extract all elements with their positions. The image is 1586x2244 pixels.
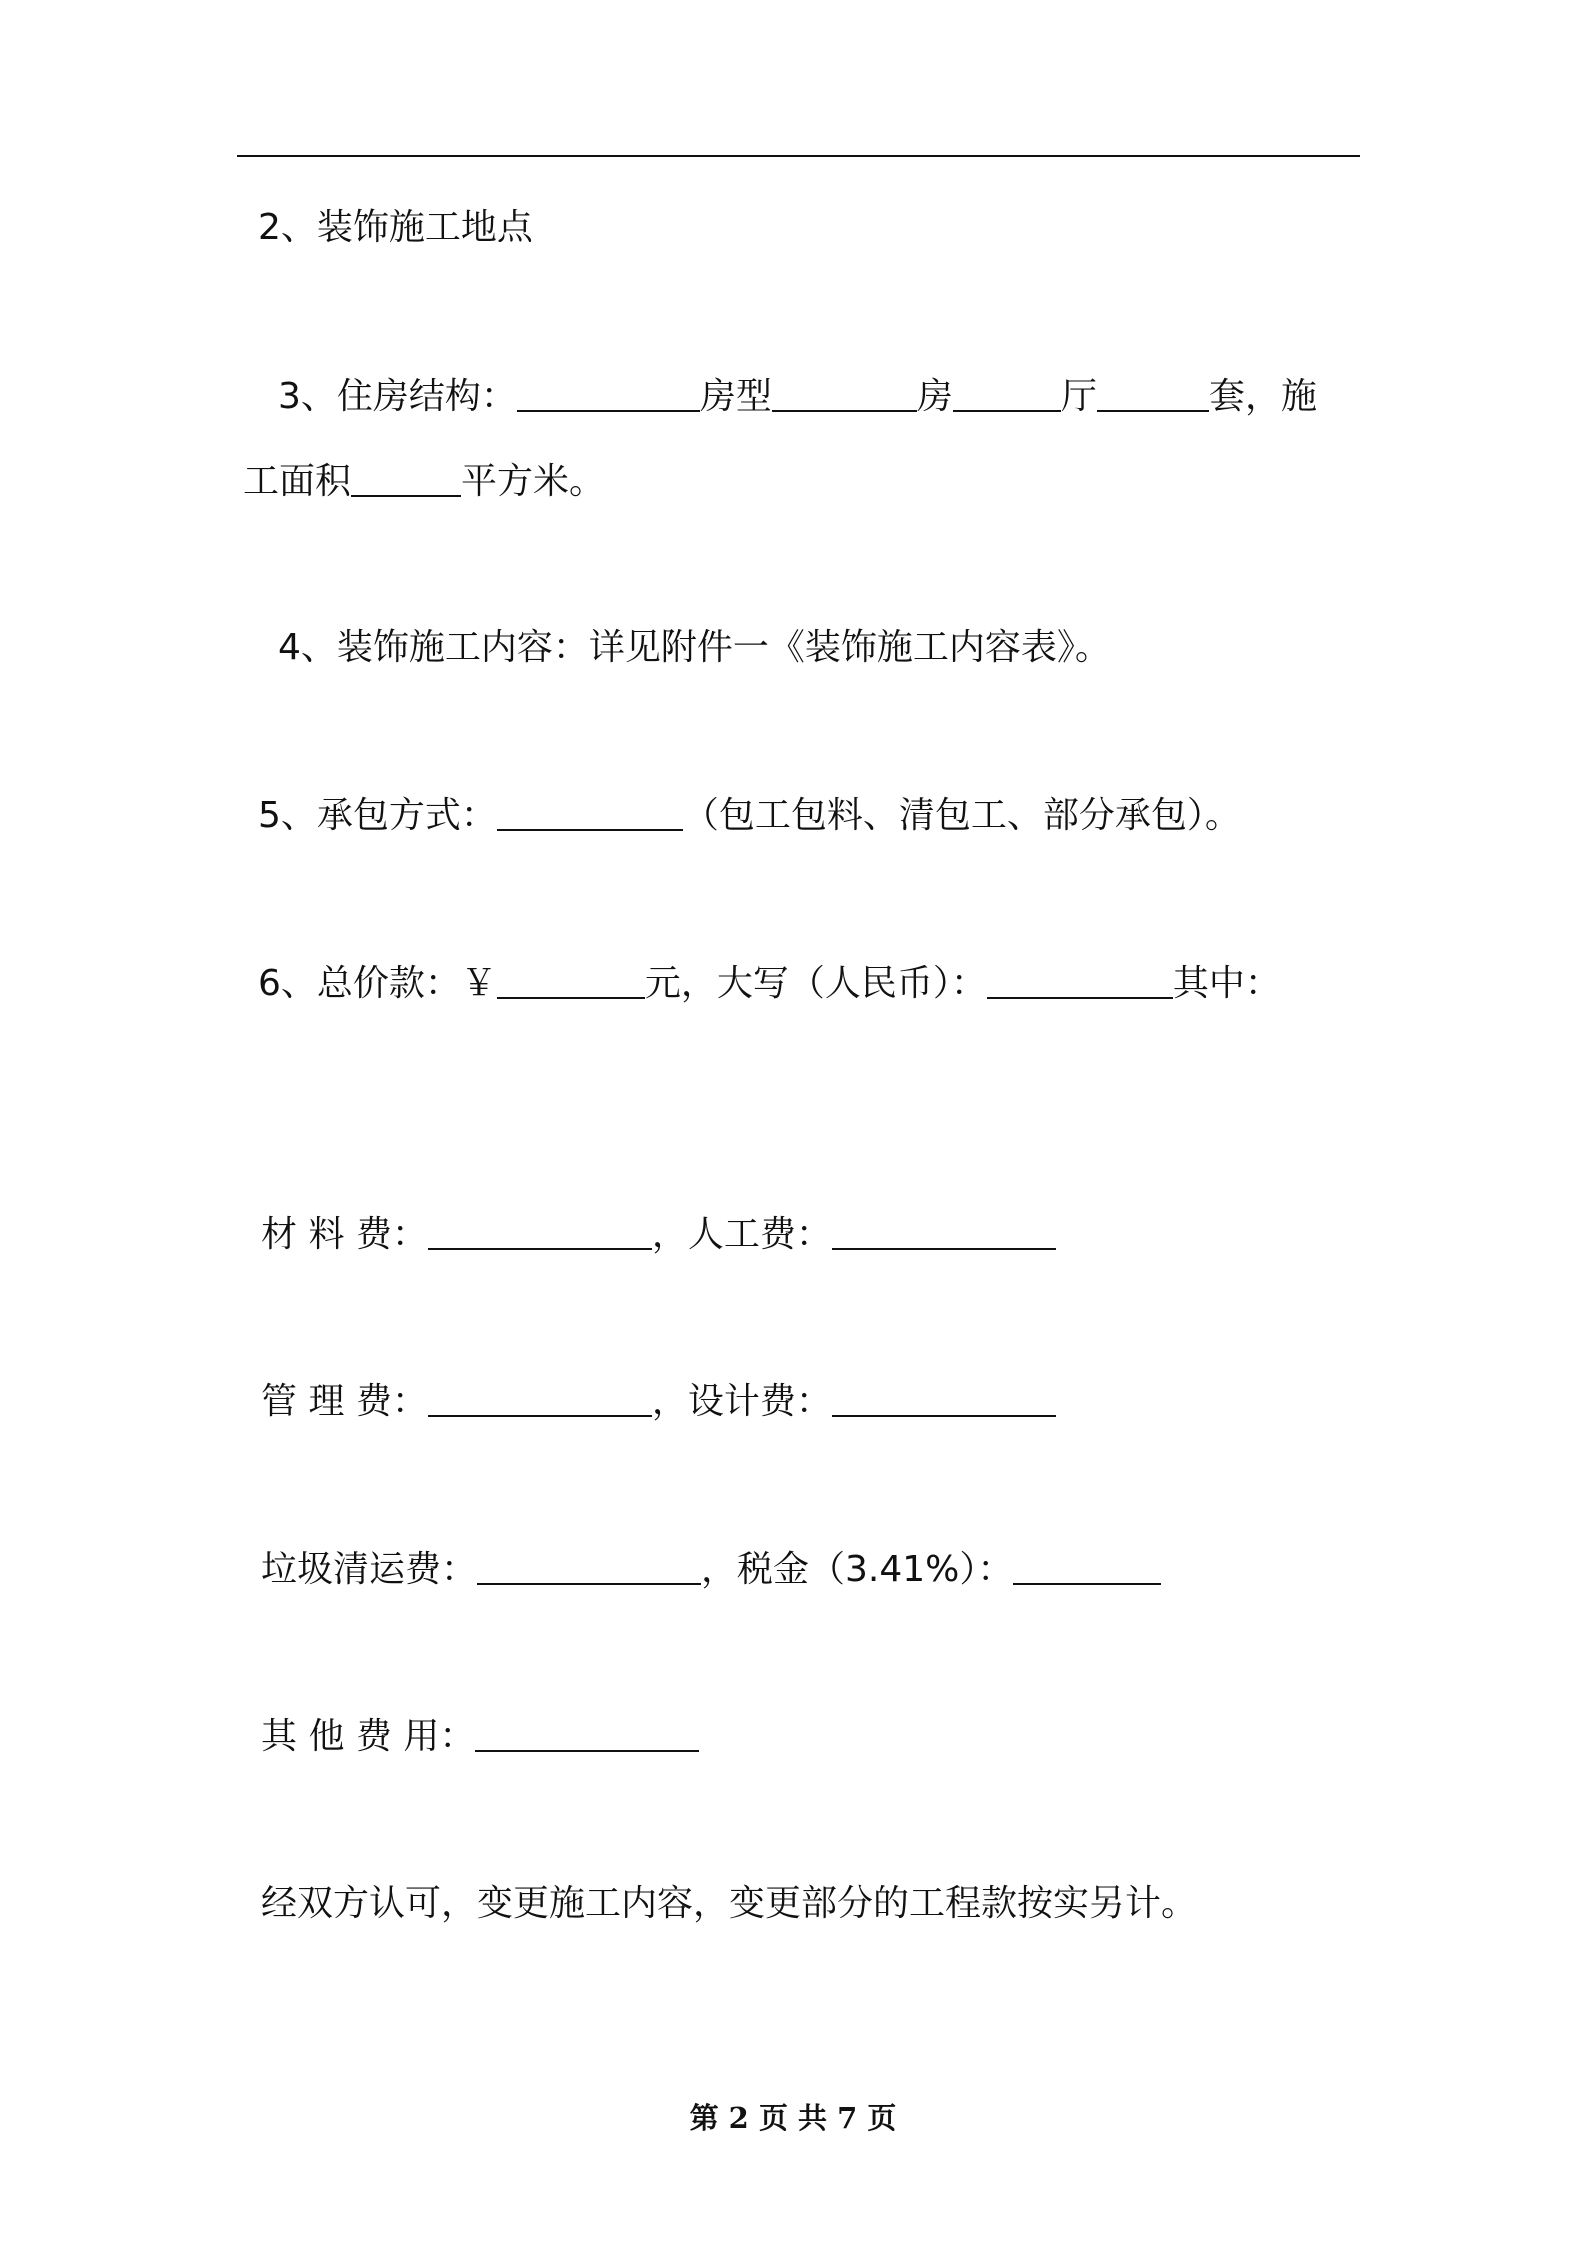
hall-label: 厅 bbox=[1060, 376, 1097, 417]
total-price-blank[interactable] bbox=[497, 961, 645, 999]
closing-text: 经双方认可，变更施工内容，变更部分的工程款按实另计。 bbox=[261, 1883, 1198, 1924]
item-2-construction-location bbox=[258, 206, 533, 250]
management-design-line bbox=[261, 1379, 1056, 1424]
area-blank[interactable] bbox=[351, 459, 461, 497]
other-fee-blank[interactable] bbox=[475, 1714, 699, 1752]
area-unit: 平方米。 bbox=[461, 461, 606, 502]
material-fee-label: 材 料 费： bbox=[261, 1214, 428, 1255]
management-fee-label: 管 理 费： bbox=[261, 1381, 428, 1422]
item-4-text: 4、装饰施工内容：详见附件一《装饰施工内容表》。 bbox=[278, 627, 1111, 668]
page-number-text: 第 2 页 共 7 页 bbox=[689, 2101, 897, 2135]
contract-method-blank[interactable] bbox=[497, 793, 683, 831]
tax-label: ，税金（3.41%）： bbox=[701, 1549, 1014, 1590]
page-number-footer bbox=[0, 2100, 1586, 2136]
design-fee-label: ，设计费： bbox=[651, 1381, 832, 1422]
other-fees-line bbox=[261, 1714, 699, 1759]
material-fee-blank[interactable] bbox=[428, 1212, 652, 1250]
capital-amount-blank[interactable] bbox=[987, 961, 1173, 999]
item-3-area-line bbox=[243, 459, 605, 504]
structure-blank[interactable] bbox=[517, 374, 700, 412]
hall-count-blank[interactable] bbox=[1097, 374, 1209, 412]
item-3-label: 3、住房结构： bbox=[278, 376, 517, 417]
item-2-text: 2、装饰施工地点 bbox=[258, 207, 533, 248]
suite-label: 套，施 bbox=[1208, 376, 1317, 417]
tax-blank[interactable] bbox=[1013, 1547, 1161, 1585]
item-5-contract-method bbox=[258, 793, 1241, 838]
labor-fee-label: ，人工费： bbox=[651, 1214, 832, 1255]
material-labor-line bbox=[261, 1212, 1056, 1257]
header-rule bbox=[237, 155, 1360, 157]
garbage-fee-label: 垃圾清运费： bbox=[261, 1549, 478, 1590]
change-agreement-text bbox=[261, 1882, 1197, 1926]
design-fee-blank[interactable] bbox=[832, 1379, 1056, 1417]
contract-method-options: （包工包料、清包工、部分承包）。 bbox=[682, 795, 1241, 836]
management-fee-blank[interactable] bbox=[428, 1379, 652, 1417]
house-type-blank[interactable] bbox=[772, 374, 917, 412]
item-4-construction-content bbox=[278, 626, 1111, 670]
garbage-fee-blank[interactable] bbox=[477, 1547, 701, 1585]
labor-fee-blank[interactable] bbox=[832, 1212, 1056, 1250]
item-3-housing-structure bbox=[278, 374, 1317, 419]
house-type-label: 房型 bbox=[699, 376, 772, 417]
garbage-tax-line bbox=[261, 1547, 1161, 1592]
item-6-total-price bbox=[258, 961, 1281, 1006]
item-6-label: 6、总价款：￥ bbox=[258, 963, 497, 1004]
yuan-capital-label: 元，大写（人民币）： bbox=[644, 963, 987, 1004]
room-label: 房 bbox=[916, 376, 953, 417]
room-count-blank[interactable] bbox=[953, 374, 1061, 412]
item-5-label: 5、承包方式： bbox=[258, 795, 497, 836]
among-label: 其中： bbox=[1172, 963, 1281, 1004]
other-fee-label: 其 他 费 用： bbox=[261, 1716, 476, 1757]
area-prefix: 工面积 bbox=[243, 461, 352, 502]
